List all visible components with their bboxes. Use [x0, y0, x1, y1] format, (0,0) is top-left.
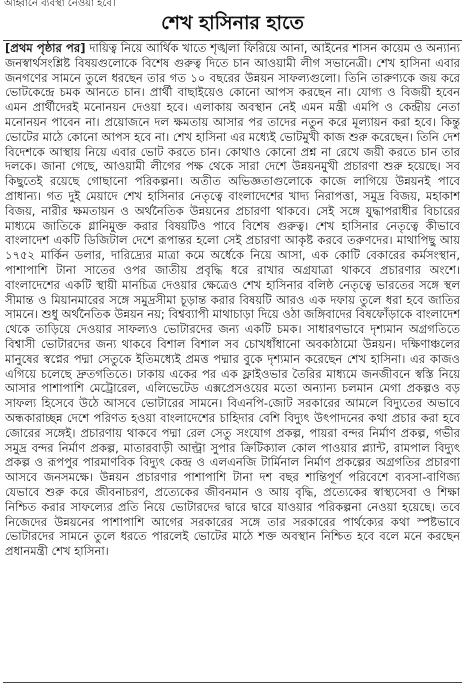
article-body	[5, 41, 460, 681]
previous-article-cut-line: আহ্বানে ব্যবস্থা নেওয়া হবে।	[4, 0, 116, 9]
footer-divider	[3, 682, 462, 683]
article-body-text: দায়িত্ব নিয়ে আর্থিক খাতে শৃঙ্খলা ফিরিয়ে আনা, আইনের শাসন কায়েম ও অন্যান্য জনস্বার্থসংশ্লিষ্ট বিষয়গুলোকে বিশেষ গুরুত্ব দিতে চান আওয়ামী লীগ সভানেত্রী। শেখ হাসিনা এবার জনগণের সামনে তুলে ধরছেন তার গত ১০ বছরের উন্নয়ন সাফল্যগুলো। তিনি তারুণ্যকে জয় করে ভোটকেন্দ্রে চমক আনতে চান। প্রার্থী বাছাইয়েও কোনো আপস করছেন না। যোগ্য ও বিজয়ী হবেন এমন প্রার্থীদেরই মনোনয়ন দেওয়া হবে। এলাকায় অবস্থান নেই এমন মন্ত্রী এমপি ও কেন্দ্রীয় নেতা মনোনয়ন পাবেন না। প্রয়োজনে দল ক্ষমতায় আসার পর তাদের নতুন করে মূল্যায়ন করা হবে। কিন্তু ভোটের মাঠে কোনো আপস হবে না। শেখ হাসিনা এর মধ্যেই ভোটমুখী কাজ শুরু করেছেন। তিনি দেশ বিদেশকে আস্থায় নিয়ে এবার ভোট করতে চান। কোথাও কোনো প্রশ্ন না রেখে জয়ী করতে চান তার দলকে। জানা গেছে, আওয়ামী লীগের পক্ষ থেকে সারা দেশে উন্নয়নমুখী প্রচারণা শুরু হয়েছে। সব কিছুতেই রয়েছে গোছানো পরিকল্পনা। অতীত অভিজ্ঞতাগুলোকে কাজে লাগিয়ে উন্নয়নই পাবে প্রাধান্য। গত দুই মেয়াদে শেখ হাসিনার নেতৃত্বে বাংলাদেশের খাদ্য নিরাপত্তা, সমুদ্র বিজয়, মহাকাশ বিজয়, নারীর ক্ষমতায়ন ও অর্থনৈতিক উন্নয়নের প্রচারণা থাকবে। সেই সঙ্গে যুদ্ধাপরাধীর বিচারের মাধ্যমে জাতিকে গ্লানিমুক্ত করার বিষয়টিও পাবে বিশেষ গুরুত্ব। শেখ হাসিনার নেতৃত্বে কীভাবে বাংলাদেশ একটি ডিজিটাল দেশে রূপান্তর হলো সেই প্রচারণা আকৃষ্ট করবে তরুণদের। মাথাপিছু আয় ১৭৫২ মার্কিন ডলার, দারিদ্র্যের মাত্রা কমে অর্ধেকে নিয়ে আসা, এক কোটি বেকারের কর্মসংস্থান, পাশাপাশি টানা সাতের ওপর জাতীয় প্রবৃদ্ধি ধরে রাখার অগ্রযাত্রা থাকবে প্রচারণার অংশে। বাংলাদেশের একটি স্থায়ী মানচিত্র দেওয়ার ক্ষেত্রেও শেখ হাসিনার বলিষ্ঠ নেতৃত্বে ভারতের সঙ্গে স্থল সীমান্ত ও মিয়ানমারের সঙ্গে সমুদ্রসীমা চূড়ান্ত করার বিষয়টি আরও এক দফায় তুলে ধরা হবে জাতির সামনে। শুধু অর্থনৈতিক উন্নয়ন নয়; বিশ্বব্যাপী মাথাচাড়া দিয়ে ওঠা জঙ্গিবাদের বিষফোঁড়াকে বাংলাদেশ থেকে তাড়িয়ে দেওয়ার সাফল্যও ভোটারদের জন্য একটি চমক। সাধারণভাবে দৃশ্যমান অগ্রগতিতে বিশ্বাসী ভোটারদের জন্য থাকবে বিশাল বিশাল সব চোখধাঁধানো অবকাঠামো উন্নয়ন। দক্ষিণাঞ্চলের মানুষের স্বপ্নের পদ্মা সেতুকে ইতিমধ্যেই প্রমত্ত পদ্মার বুকে দৃশ্যমান করেছেন শেখ হাসিনা। এর কাজও এগিয়ে চলেছে দ্রুতগতিতে। ঢাকায় একের পর এক ফ্লাইওভার তৈরির মাধ্যমে জনজীবনে স্বস্তি নিয়ে আসার পাশাপাশি মেট্রোরেল, এলিভেটেড এক্সপ্রেসওয়ের মতো অন্যান্য চলমান মেগা প্রকল্পও বড় সাফল্য হিসেবে উঠে আসবে ভোটারের সামনে। বিএনপি-জোট সরকারের আমলে বিদ্যুতের অভাবে অন্ধকারাচ্ছন্ন দেশে পরিণত হওয়া বাংলাদেশের চাহিদার বেশি বিদ্যুৎ উৎপাদনের কথা প্রচার করা হবে জোরের সঙ্গেই। প্রচারণায় থাকবে পদ্মা রেল সেতু সংযোগ প্রকল্প, পায়রা বন্দর নির্মাণ প্রকল্প, গভীর সমুদ্র বন্দর নির্মাণ প্রকল্প, মাতারবাড়ী আল্ট্রা সুপার ক্রিটিক্যাল কোল পাওয়ার প্ল্যান্ট, রামপাল বিদ্যুৎ প্রকল্প ও রূপপুর পারমাণবিক বিদ্যুৎ কেন্দ্র ও এলএনজি টার্মিনাল নির্মাণ প্রকল্পের অগ্রগতির প্রচারণা আসবে জনসমক্ষে। উন্নয়ন প্রচারণার পাশাপাশি টানা দশ বছর শান্তিপূর্ণ পরিবেশে ব্যবসা-বাণিজ্য যেভাবে শুরু করে জীবনাচরণ, প্রত্যেকের জীবনমান ও আয় বৃদ্ধি, প্রত্যেকের স্বাস্থ্যসেবা ও শিক্ষা নিশ্চিত করার সাফল্যের প্রতি নিয়ে ভোটারদের দ্বারে দ্বারে যাওয়ার পরিকল্পনা নেওয়া হয়েছে। তবে নিজেদের উন্নয়নের পাশাপাশি আগের সরকারের সঙ্গে তার সরকারের পার্থক্যের কথা স্পষ্টভাবে ভোটারদের সামনে তুলে ধরতে পারলেই ভোটের মাঠে শক্ত অবস্থান নিশ্চিত হবে বলে মনে করছেন প্রধানমন্ত্রী শেখ হাসিনা।	[5, 41, 460, 559]
continued-from-front-page-tag: [প্রথম পৃষ্ঠার পর]	[5, 41, 86, 55]
article-headline: শেখ হাসিনার হাতে	[161, 12, 304, 34]
